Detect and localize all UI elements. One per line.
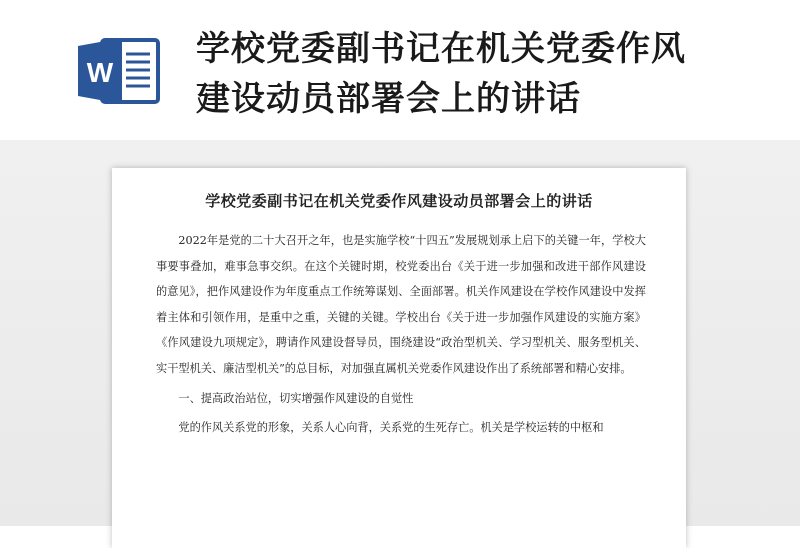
header-banner (0, 0, 800, 140)
header-title-line-1: 学校党委副书记在机关党委作风 (196, 29, 686, 69)
document-page (112, 168, 686, 548)
svg-text:W: W (86, 57, 114, 88)
document-body (156, 228, 646, 441)
header-title-line-2: 建设动员部署会上的讲话 (196, 79, 581, 119)
paragraph-1: 2022年是党的二十大召开之年，也是实施学校“十四五”发展规划承上启下的关键一年，学校大事要事叠加，难事急事交织。在这个关键时期，校党委出台《关于进一步加强和改进干部作风建设的意见》，把作风建设作为年度重点工作统筹谋划、全面部署。机关作风建设在学校作风建设中发挥着主体和引领作用，是重中之重，关键的关键。学校出台《关于进一步加强作风建设的实施方案》《作风建设九项规定》，聘请作风建设督导员，围绕建设“政治型机关、学习型机关、服务型机关、实干型机关、廉洁型机关”的总目标，对加强直属机关党委作风建设作出了系统部署和精心安排。 (156, 234, 646, 375)
word-document-icon (76, 36, 162, 106)
header-title (196, 24, 756, 124)
document-title: 学校党委副书记在机关党委作风建设动员部署会上的讲话 (205, 192, 593, 210)
section-heading-1: 一、提高政治站位，切实增强作风建设的自觉性 (178, 391, 414, 405)
paragraph-2: 党的作风关系党的形象，关系人心向背，关系党的生死存亡。机关是学校运转的中枢和 (178, 421, 604, 435)
